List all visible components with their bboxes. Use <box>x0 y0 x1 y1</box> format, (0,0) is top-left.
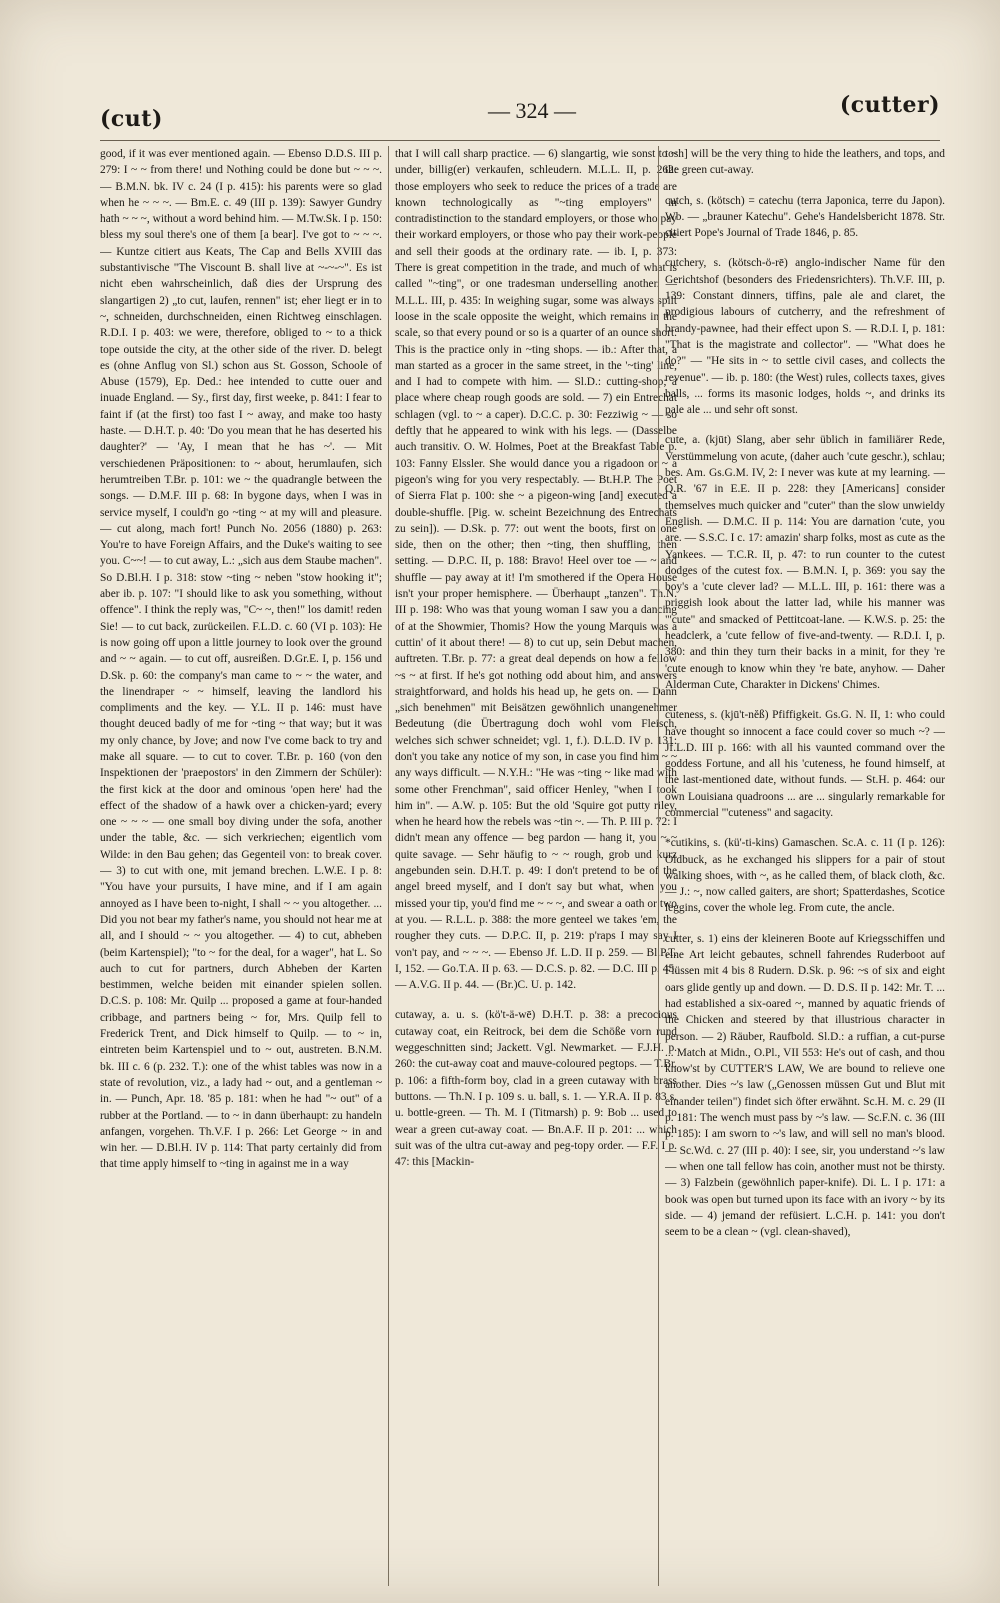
column-divider <box>658 146 659 1586</box>
entry-paragraph: that I will call sharp practice. — 6) slangartig, wie sonst to ~ under, billig(er) verkaufen, schleudern. M.L.L. II, p. 262: those employers who seek to reduce the prices of a trade are known technologically as "~ting employers" in contradistinction to the standard employers, or those who pay their workard employers, or those who pay their work-people and sell their goods at the ordinary rate. — ib. I, p. 373: There is great competition in the trade, and much of what is called "~ting", or one tradesman underselling another. — M.L.L. III, p. 435: In weighing sugar, some was always spilt loose in the scale opposite the weight, which remains in the scale, so that every pound or so is a quarter of an ounce short. This is the practice only in ~ting shops. — ib.: After that, a man started as a grocer in the same street, in the '~ting' line, and I had to compete with him. — Sl.D.: cutting-shop; a place where cheap rough goods are sold. — 7) ein Entrechat schlagen (vgl. to ~ a caper). D.C.C. p. 30: Fezziwig ~ — so deftly that he appeared to wink with his legs. — (Dasselbe auch transitiv. O. W. Holmes, Poet at the Breakfast Table p. 103: Fanny Elssler. She would dance you a rigadoon or ~ a pigeon's wing for you very respectably. — Bt.H.P. The Poet of Sierra Flat p. 100: she ~ a pigeon-wing [and] executed a double-shuffle. [Pig. w. scheint Bezeichnung des Entrechats zu sein]). — D.Sk. p. 77: out went the boots, first on one side, then on the other; then ~ting, then shuffling, then setting. — D.P.C. II, p. 188: Bravo! Heel over toe — ~ and shuffle — pay away at it! I'm smothered if the Opera House isn't your proper hemisphere. — Überhaupt „tanzen". Th.N. III p. 198: Who was that young woman I saw you a dancing of at the Showmier, Thomis? How the young Marquis was a cuttin' of it about there! — 8) to cut up, sein Debut machen, auftreten. T.Br. p. 77: a great deal depends on how a fellow ~s ~ at first. If he's got nothing odd about him, and answers straightforward, and holds his head up, he gets on. — Dann „sich benehmen" mit Beisätzen gewöhnlich unangenehmer Bedeutung (die Übertragung doch wohl vom Fleisch, welches sich schwer schneidet; vgl. 1, f.). D.L.D. IV p. 131: don't you take any notice of my son, in case you find him ~ ~ any ways difficult. — N.Y.H.: "He was ~ting ~ like mad with some other Frenchman", said officer Henley, "when I took him in". — A.W. p. 105: But the old 'Squire got putty riley, when he heard how the rebels was ~tin ~. — Th. P. III p. 72: I didn't mean any offence — beg pardon — hang it, you ~ ~ quite savage. — Sehr häufig to ~ ~ rough, grob und kurz angebunden sein. D.H.T. p. 49: I don't pretend to be of the angel breed myself, and I don't say but what, when you missed your tip, you'd find me ~ ~ ~, and swear a oath or two at you. — R.L.L. p. 388: the more genteel we takes 'em, the rougher they cuts. — D.P.C. II, p. 219: p'raps I may say I von't pay, and ~ ~ ~. — Ebenso Jf. L.D. II p. 259. — Bl.P.T. I, 152. — Go.T.A. II p. 63. — D.C.S. p. 82. — D.C. III p. 45. — A.V.G. II p. 44. — (Br.)C. U. p. 142. <box>395 148 677 992</box>
entry-paragraph: good, if it was ever mentioned again. — Ebenso D.D.S. III p. 279: I ~ ~ from there! und Nothing could be done but ~ ~ ~. — B.M.N. bk. IV c. 24 (I p. 415): his parents were so glad when he ~ ~ ~. — Bm.E. c. 49 (III p. 139): Sawyer Gundry hath ~ ~ ~, without a word behind him. — M.Tw.Sk. I p. 150: bless my soul there's one of them [a bear]. I've got to ~ ~ ~. — Kuntze citiert aus Keats, The Cap and Bells XVIII das substantivische "The Viscount B. shall live at ~-~-~". Es ist nicht eben wahrscheinlich, daß dies der Ursprung des slangartigen 2) „to cut, laufen, rennen" ist; eher liegt er in to ~, schneiden, durchschneiden, einen Richtweg einschlagen. R.D.I. I p. 403: we were, therefore, obliged to ~ to a thick tope outside the city, at the other side of the river. D. belegt es (ohne Anflug von Sl.) schon aus St. Gosson, Schoole of Abuse (1579), Ep. Ded.: hee intended to cutte ouer and inuade England. — Sy., first day, first weeke, p. 841: I fear to faint if (at the first) too fast I ~ away, and make too hasty haste. — D.H.T. p. 40: 'Do you mean that he has deserted his daughter?' — 'Ay, I mean that he has ~'. — Mit verschiedenen Präpositionen: to ~ about, herumlaufen, sich herumtreiben T.Br. p. 101: we ~ the quadrangle between the songs. — D.M.F. III p. 68: In bygone days, when I was in service myself, I could'n go ~ting ~ at my will and pleasure. — cut along, mach fort! Punch No. 2056 (1880) p. 263: You're to have Foreign Affairs, and the Duke's waiting to see you. C~~! — to cut away, L.: „sich aus dem Staube machen". So D.Bl.H. I p. 318: stow ~ting ~ neben "stow hooking it"; aber ib. p. 107: "I should like to ask you something, without offence". I think the reply was, "C~ ~, then!" los damit! reden Sie! — to cut back, zurückeilen. F.L.D. c. 60 (VI p. 103): He is now going off upon a little journey to look over the ground and ~ ~ again. — to cut off, ausreißen. D.Gr.E. I, p. 156 und D.Sk. p. 60: the company's man came to ~ ~ the water, and the linendraper ~ ~ himself, leaving the landlord his compliments and the key. — Y.L. II p. 146: must have thought deuced badly of me for ~ting ~ that way; but it was my only chance, by Jove; and now I've come back to try and make all square. — to cut to cover. T.Br. p. 160 (von den Inspektionen der 'praepostors' in den Zimmern der Schüler): the first kick at the door and ominous 'open here' had the effect of the shadow of a hawk over a chicken-yard; every one ~ ~ ~ — one small boy diving under the sofa, another under the table, &c. — sich verkriechen; eigentlich vom Wilde: in den Bau gehen; das Gegenteil von: to break cover. — 3) to cut with one, mit jemand brechen. L.W.E. I p. 8: "You have your pursuits, I have mine, and if I am again annoyed as I have been to-night, I shall ~ ~ you altogether. ... Did you not bear my father's name, you should not hear me at all, and I should ~ ~ you altogether. — 4) to cut, abheben (beim Kartenspiel); "to ~ for the deal, for a wager", hat L. So auch to cut for partners, durch Abheben der Karten bestimmen, welche beiden mit einander spielen sollen. D.C.S. p. 108: Mr. Quilp ... proposed a game at four-handed cribbage, and partners being ~ for, Mrs. Quilp fell to Frederick Trent, and Dick himself to Quilp. — to ~ in, eintreten beim Kartenspiel und to ~ out, austreten. B.N.M. bk. III c. 6 (p. 232. T.): one of the whist tables was now in a state of revolution, viz., a lady had ~ out, and a gentleman ~ in. — Punch, Apr. 18. '85 p. 181: when he had "~ out" of a rubber at the Portland. — to ~ in dann überhaupt: zu handeln anfangen, vorgehen. Th.V.F. I p. 266: Let George ~ in and win her. — D.Bl.H. IV p. 114: That party certainly did from that time apply himself to ~ting in against me in a way <box>100 148 382 1171</box>
text-column-left <box>100 146 382 1601</box>
entry-cuteness: cuteness, s. (kjū't-nĕß) Pfiffigkeit. Gs.G. N. II, 1: who could have thought so innocent a face could cover so much ~? — Jf.L.D. III p. 166: with all his vaunted command over the goddess Fortune, and all his 'cuteness, he found himself, at the last-mentioned date, without funds. — St.H. p. 464: our own Louisiana quadroons ... are ... singularly remarkable for commercial "'cuteness" and sagacity. <box>665 709 945 819</box>
entry-cute: cute, a. (kjūt) Slang, aber sehr üblich in familiärer Rede, Verstümmelung von acute, (daher auch 'cute geschr.), schlau; bes. Am. Gs.G.M. IV, 2: I never was kute at my learning. — Q.R. '67 in E.E. II p. 228: they [Americans] consider themselves much quicker and "cuter" than the slow unwieldy English. — D.M.C. II p. 114: You are darnation 'cute, you are. — S.S.C. I c. 17: amazin' sharp folks, most as cute as the Yankees. — T.C.R. II, p. 47: to run counter to the cutest dodges of the cutest fox. — B.M.N. I, p. 369: you say the boy's a 'cute clever lad? — M.L.L. III, p. 161: there was a priggish look about the latter lad, while his manner was "'cute" and smacked of Pettitcoat-lane. — K.W.S. p. 25: the headclerk, a 'cute fellow of five-and-twenty. — R.D.I. I, p. 380: and thin they turn their backs in a minit, for they 're 'cute enough to know whin they 're bate, anyhow. — Daher Alderman Cute, Charakter in Dickens' Chimes. <box>665 434 945 691</box>
column-divider <box>388 146 389 1586</box>
entry-cutaway: cutaway, a. u. s. (kö't-ä-wē) D.H.T. p. 38: a precocious cutaway coat, ein Reitrock, bei dem die Schöße vorn rund weggeschnitten sind; Jackett. Vgl. Newmarket. — F.J.H. p. 260: the cut-away coat and mauve-coloured pegtops. — T.Br. p. 106: a fifth-form boy, clad in a green cutaway with brass buttons. — Th.N. I p. 109 s. u. ball, s. 1. — Y.R.A. II p. 83 s. u. bottle-green. — Th. M. I (Titmarsh) p. 9: Bob ... used to wear a green cut-away coat. — Bn.A.F. II p. 201: ... which suit was of the ultra cut-away and peg-topy order. — F.F. I p. 47: this [Mackin- <box>395 1009 677 1169</box>
header-rule <box>100 140 940 141</box>
entry-paragraph: tosh] will be the very thing to hide the leathers, and tops, and the green cut-away. <box>665 148 945 177</box>
running-head <box>100 92 940 132</box>
entry-cutch: cutch, s. (kötsch) = catechu (terra Japonica, terre du Japon). Wb. — „brauner Katechu". Gehe's Handelsbericht 1878. Str. citiert Pope's Journal of Trade 1846, p. 85. <box>665 194 945 240</box>
left-catchword: (cut) <box>100 106 163 132</box>
entry-cutter: cutter, s. 1) eins der kleineren Boote auf Kriegsschiffen und eine Art leicht gebautes, schnell fahrendes Ruderboot auf Flüssen mit 4 bis 8 Rudern. D.Sk. p. 96: ~s of six and eight oars glide gently up and down. — D. D.S. II p. 142: Mr. T. ... had established a six-oared ~, manned by aquatic friends of the Chicken and steered by that illustrious character in person. — 2) Räuber, Raufbold. Sl.D.: a ruffian, a cut-purse ... Match at Midn., O.Pl., VII 553: He's out of cash, and thou know'st by CUTTER'S LAW, We are bound to relieve one another. Dies ~'s law („Genossen müssen Gut und Blut mit einander teilen") findet sich öfter erwähnt. Sc.H. M. c. 29 (II p. 181: The wench must pass by ~'s law. — Sc.F.N. c. 36 (III p. 185): I am sworn to ~'s law, and will sell no man's blood. — Sc.Wd. c. 27 (III p. 40): I see, sir, you understand ~'s law — when one tall fellow has coin, another must not be thirsty. — 3) Falzbein (gewöhnlich paper-knife). Di. L. I p. 171: a book was open but turned upon its face with an ivory ~ by its side. — 4) jemand der refüsiert. L.C.H. p. 141: you don't seem to be a clean ~ (vgl. clean-shaved), <box>665 932 945 1239</box>
entry-cutikins: *cutikins, s. (kü'-ti-kins) Gamaschen. Sc.A. c. 11 (I p. 126): Oldbuck, as he exchanged his slippers for a pair of stout walking shoes, with ~, as he called them, of black cloth, &c. — J.: ~, now called gaiters, are short; Spatterdashes, Scotice leggins, cover the whole leg. From cute, the ancle. <box>665 837 945 915</box>
text-column-right <box>665 146 945 1601</box>
entry-cutchery: cutchery, s. (kötsch-ö-rē) anglo-indischer Name für den Gerichtshof (besonders des Friedensrichters). Th.V.F. III, p. 139: Constant dinners, tiffins, pale ale and claret, the prodigious labours of cutcherry, and the refreshment of brandy-pawnee, had their effect upon S. — R.D.I. I, p. 181: "That is the magistrate and collector". — "What does he do?" — "He sits in ~ to settle civil cases, and collects the revenue". — ib. p. 180: (the West) rules, collects taxes, gives balls, ... forms its masonic lodges, holds ~, and drinks its pale ale ... und sehr oft sonst. <box>665 257 945 417</box>
right-catchword: (cutter) <box>839 92 940 118</box>
text-column-middle <box>395 146 677 1601</box>
page-number: — 324 — <box>488 98 576 123</box>
